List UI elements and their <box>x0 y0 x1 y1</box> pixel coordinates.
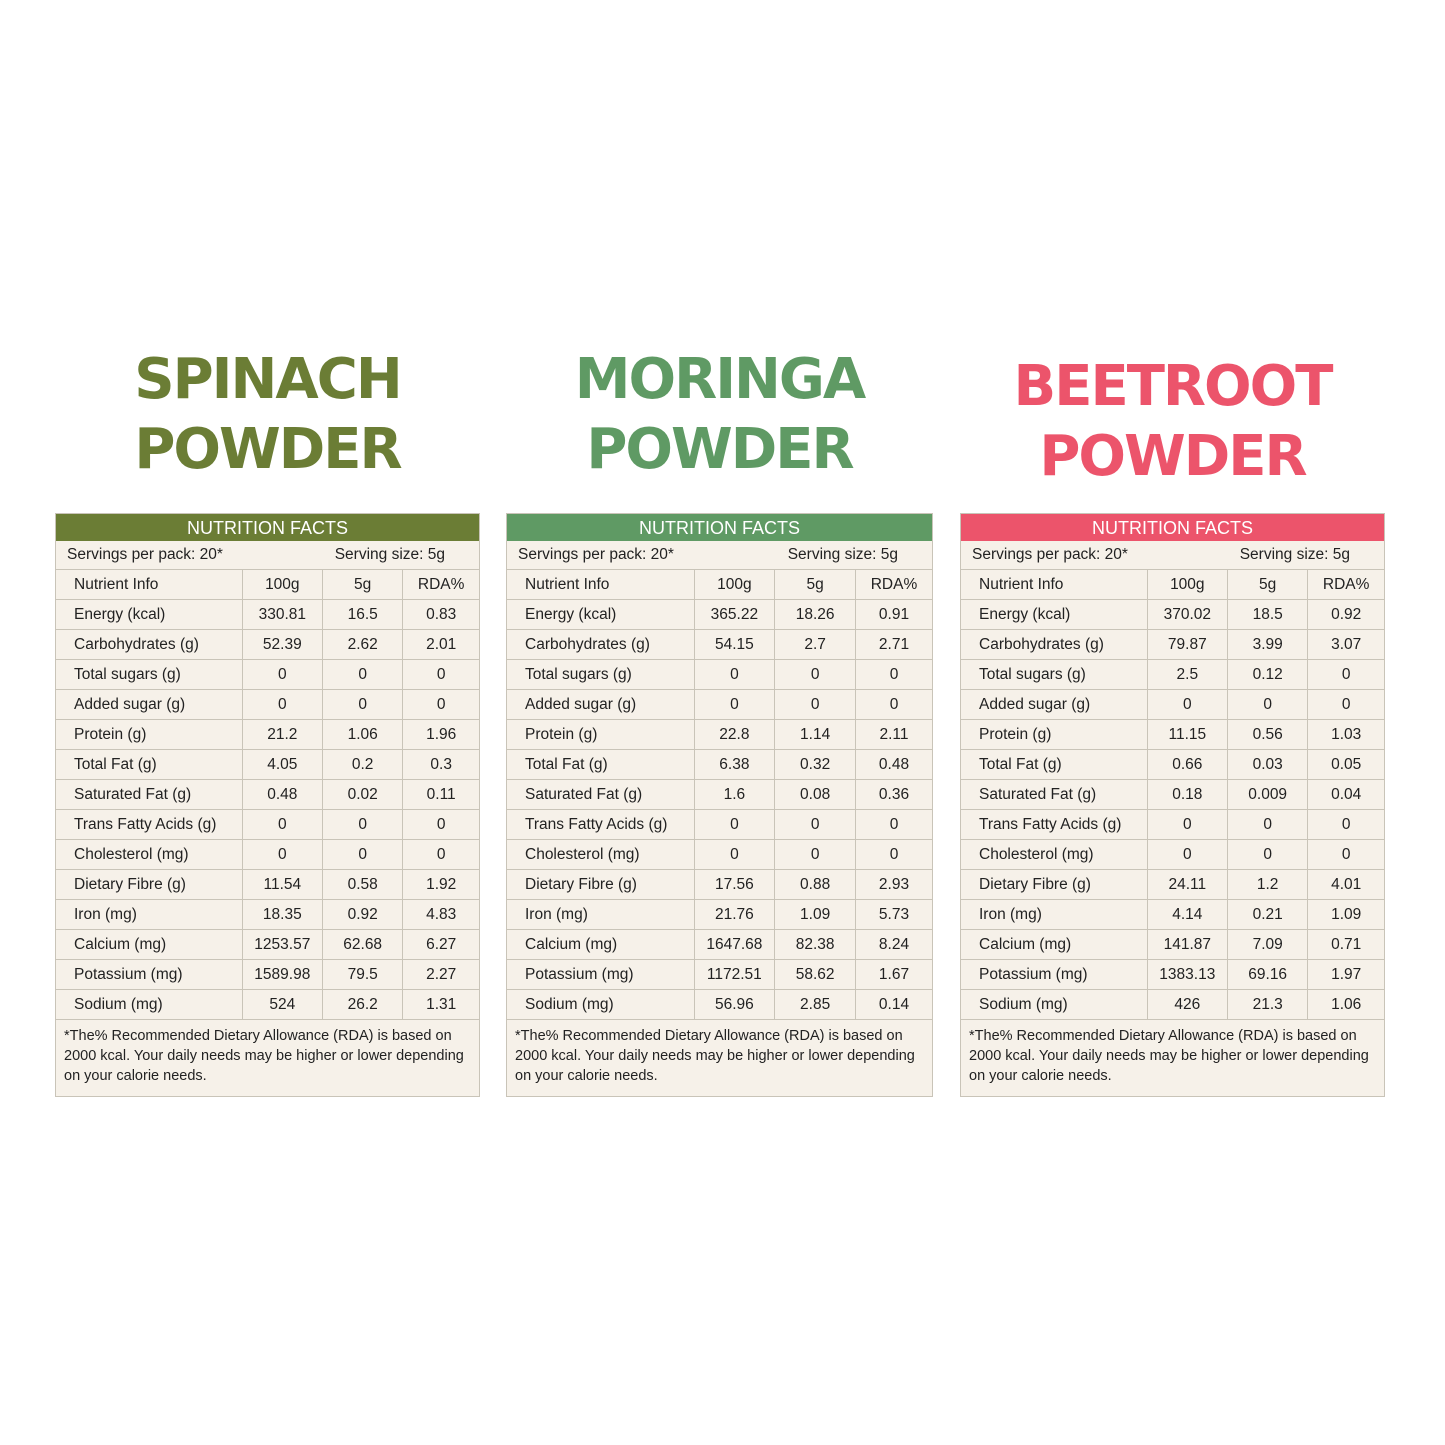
nutrient-value: 82.38 <box>775 930 856 960</box>
servings-per-pack: Servings per pack: 20* <box>518 546 674 563</box>
nutrient-name: Total sugars (g) <box>56 660 242 690</box>
nutrient-value: 1647.68 <box>694 930 775 960</box>
nutrient-value: 0 <box>694 840 775 870</box>
nutrient-value: 0 <box>775 690 856 720</box>
nutrient-value: 52.39 <box>242 630 322 660</box>
nutrient-name: Cholesterol (mg) <box>961 840 1147 870</box>
nutrient-value: 5.73 <box>856 900 933 930</box>
nutrient-name: Saturated Fat (g) <box>56 780 242 810</box>
nutrient-name: Sodium (mg) <box>507 990 694 1020</box>
nutrient-name: Saturated Fat (g) <box>507 780 694 810</box>
product-title-line1: SPINACH <box>134 347 401 412</box>
nutrient-name: Energy (kcal) <box>56 600 242 630</box>
nutrient-value: 0.48 <box>856 750 933 780</box>
nutrient-value: 1.06 <box>322 720 402 750</box>
servings-row <box>961 541 1384 569</box>
nutrient-value: 0 <box>1147 690 1227 720</box>
table-row <box>56 780 479 810</box>
table-row <box>56 960 479 990</box>
nutrient-value: 0.12 <box>1227 660 1307 690</box>
table-row <box>56 810 479 840</box>
nutrient-value: 0 <box>1308 840 1384 870</box>
table-row <box>507 930 932 960</box>
column-header: 5g <box>775 570 856 600</box>
table-row <box>56 930 479 960</box>
nutrient-name: Calcium (mg) <box>507 930 694 960</box>
table-row <box>961 900 1384 930</box>
nutrient-value: 370.02 <box>1147 600 1227 630</box>
nutrient-value: 0.66 <box>1147 750 1227 780</box>
nutrient-value: 0 <box>322 810 402 840</box>
column-header: RDA% <box>1308 570 1384 600</box>
nutrient-value: 16.5 <box>322 600 402 630</box>
nutrient-name: Calcium (mg) <box>961 930 1147 960</box>
servings-row <box>56 541 479 569</box>
nutrition-facts-header: NUTRITION FACTS <box>507 514 932 541</box>
nutrient-value: 0 <box>322 660 402 690</box>
nutrient-value: 0 <box>322 840 402 870</box>
nutrient-name: Potassium (mg) <box>961 960 1147 990</box>
nutrient-name: Trans Fatty Acids (g) <box>961 810 1147 840</box>
nutrient-value: 2.5 <box>1147 660 1227 690</box>
nutrient-name: Iron (mg) <box>507 900 694 930</box>
nutrient-value: 1.67 <box>856 960 933 990</box>
servings-per-pack: Servings per pack: 20* <box>67 546 223 563</box>
table-row <box>507 660 932 690</box>
nutrient-value: 26.2 <box>322 990 402 1020</box>
table-row <box>507 810 932 840</box>
nutrient-value: 7.09 <box>1227 930 1307 960</box>
table-row <box>56 660 479 690</box>
nutrient-value: 0 <box>1147 810 1227 840</box>
nutrient-value: 3.07 <box>1308 630 1384 660</box>
nutrient-value: 17.56 <box>694 870 775 900</box>
nutrient-value: 21.76 <box>694 900 775 930</box>
table-row <box>56 990 479 1020</box>
nutrient-value: 0.88 <box>775 870 856 900</box>
nutrient-value: 8.24 <box>856 930 933 960</box>
nutrient-value: 24.11 <box>1147 870 1227 900</box>
table-row <box>507 720 932 750</box>
nutrient-value: 0 <box>1308 660 1384 690</box>
table-row <box>56 900 479 930</box>
product-title-line1: MORINGA <box>574 347 865 412</box>
nutrient-name: Trans Fatty Acids (g) <box>56 810 242 840</box>
table-row <box>961 840 1384 870</box>
nutrient-value: 11.54 <box>242 870 322 900</box>
nutrient-value: 1.92 <box>403 870 479 900</box>
nutrient-value: 141.87 <box>1147 930 1227 960</box>
nutrient-value: 0 <box>694 690 775 720</box>
nutrient-value: 0 <box>856 840 933 870</box>
nutrient-value: 0 <box>775 840 856 870</box>
nutrient-name: Carbohydrates (g) <box>507 630 694 660</box>
nutrient-value: 2.01 <box>403 630 479 660</box>
nutrient-value: 2.71 <box>856 630 933 660</box>
nutrient-value: 0.08 <box>775 780 856 810</box>
column-header: Nutrient Info <box>507 570 694 600</box>
nutrient-value: 330.81 <box>242 600 322 630</box>
nutrient-value: 0.32 <box>775 750 856 780</box>
nutrient-value: 0 <box>1147 840 1227 870</box>
nutrient-value: 79.5 <box>322 960 402 990</box>
column-header: RDA% <box>856 570 933 600</box>
nutrient-value: 0.36 <box>856 780 933 810</box>
nutrient-value: 1.97 <box>1308 960 1384 990</box>
nutrient-name: Protein (g) <box>56 720 242 750</box>
nutrient-value: 1253.57 <box>242 930 322 960</box>
nutrient-name: Total Fat (g) <box>961 750 1147 780</box>
table-row <box>961 600 1384 630</box>
nutrition-facts-header: NUTRITION FACTS <box>961 514 1384 541</box>
column-header: 100g <box>1147 570 1227 600</box>
nutrient-value: 0 <box>856 810 933 840</box>
nutrient-value: 0.92 <box>322 900 402 930</box>
nutrient-value: 0.14 <box>856 990 933 1020</box>
column-header: 5g <box>322 570 402 600</box>
panel-spinach <box>55 345 480 1084</box>
nutrient-value: 0.04 <box>1308 780 1384 810</box>
table-row <box>961 810 1384 840</box>
nutrient-value: 0 <box>1227 690 1307 720</box>
table-row <box>961 720 1384 750</box>
product-title-line2: POWDER <box>586 417 853 482</box>
nutrient-name: Total sugars (g) <box>961 660 1147 690</box>
nutrient-value: 1172.51 <box>694 960 775 990</box>
nutrient-value: 0.71 <box>1308 930 1384 960</box>
nutrient-value: 18.26 <box>775 600 856 630</box>
nutrition-table <box>56 569 479 1019</box>
table-row <box>961 780 1384 810</box>
nutrient-value: 0 <box>403 660 479 690</box>
table-row <box>961 690 1384 720</box>
table-header-row <box>507 570 932 600</box>
nutrient-name: Cholesterol (mg) <box>507 840 694 870</box>
nutrient-name: Dietary Fibre (g) <box>56 870 242 900</box>
nutrient-value: 0.56 <box>1227 720 1307 750</box>
nutrient-value: 4.14 <box>1147 900 1227 930</box>
nutrient-value: 1.31 <box>403 990 479 1020</box>
column-header: RDA% <box>403 570 479 600</box>
table-row <box>961 930 1384 960</box>
table-row <box>961 870 1384 900</box>
nutrient-value: 3.99 <box>1227 630 1307 660</box>
nutrient-value: 1.03 <box>1308 720 1384 750</box>
table-row <box>507 960 932 990</box>
nutrient-value: 6.38 <box>694 750 775 780</box>
serving-size: Serving size: 5g <box>787 546 898 563</box>
serving-size: Serving size: 5g <box>334 546 445 563</box>
table-row <box>507 840 932 870</box>
nutrient-value: 1.14 <box>775 720 856 750</box>
serving-size: Serving size: 5g <box>1239 546 1350 563</box>
column-header: Nutrient Info <box>961 570 1147 600</box>
nutrient-name: Dietary Fibre (g) <box>961 870 1147 900</box>
nutrient-name: Energy (kcal) <box>507 600 694 630</box>
table-row <box>507 600 932 630</box>
nutrient-value: 0 <box>694 660 775 690</box>
product-title <box>506 345 933 495</box>
nutrient-value: 18.5 <box>1227 600 1307 630</box>
table-row <box>507 870 932 900</box>
nutrient-name: Total Fat (g) <box>56 750 242 780</box>
nutrient-value: 1383.13 <box>1147 960 1227 990</box>
nutrient-value: 2.85 <box>775 990 856 1020</box>
table-row <box>961 660 1384 690</box>
nutrient-value: 0.11 <box>403 780 479 810</box>
nutrient-value: 0 <box>856 690 933 720</box>
nutrient-value: 62.68 <box>322 930 402 960</box>
nutrient-value: 0.91 <box>856 600 933 630</box>
table-row <box>507 900 932 930</box>
nutrient-value: 0 <box>775 660 856 690</box>
table-row <box>961 990 1384 1020</box>
nutrient-value: 0.03 <box>1227 750 1307 780</box>
rda-footnote: *The% Recommended Dietary Allowance (RDA) is based on 2000 kcal. Your daily needs may be higher or lower depending on your calorie needs. <box>961 1019 1384 1096</box>
nutrient-name: Total sugars (g) <box>507 660 694 690</box>
table-row <box>56 600 479 630</box>
nutrient-value: 54.15 <box>694 630 775 660</box>
nutrient-value: 2.7 <box>775 630 856 660</box>
nutrient-value: 0 <box>1227 810 1307 840</box>
nutrient-name: Dietary Fibre (g) <box>507 870 694 900</box>
nutrient-value: 18.35 <box>242 900 322 930</box>
nutrient-value: 1.96 <box>403 720 479 750</box>
nutrient-value: 4.01 <box>1308 870 1384 900</box>
nutrient-name: Potassium (mg) <box>56 960 242 990</box>
nutrient-value: 0.58 <box>322 870 402 900</box>
table-row <box>961 630 1384 660</box>
nutrition-card <box>960 513 1385 1097</box>
nutrient-value: 0.2 <box>322 750 402 780</box>
nutrient-value: 1.06 <box>1308 990 1384 1020</box>
nutrient-value: 21.3 <box>1227 990 1307 1020</box>
table-row <box>56 630 479 660</box>
nutrition-facts-header: NUTRITION FACTS <box>56 514 479 541</box>
table-row <box>507 750 932 780</box>
nutrition-card <box>55 513 480 1097</box>
table-row <box>56 690 479 720</box>
table-row <box>507 780 932 810</box>
nutrient-value: 0.83 <box>403 600 479 630</box>
nutrient-value: 524 <box>242 990 322 1020</box>
nutrient-value: 0.009 <box>1227 780 1307 810</box>
product-title-line1: BEETROOT <box>1013 354 1332 419</box>
nutrient-name: Energy (kcal) <box>961 600 1147 630</box>
nutrient-value: 0 <box>775 810 856 840</box>
nutrient-name: Added sugar (g) <box>507 690 694 720</box>
table-row <box>56 750 479 780</box>
nutrient-name: Total Fat (g) <box>507 750 694 780</box>
nutrient-value: 1.2 <box>1227 870 1307 900</box>
nutrient-name: Iron (mg) <box>56 900 242 930</box>
nutrient-name: Sodium (mg) <box>961 990 1147 1020</box>
nutrient-name: Added sugar (g) <box>56 690 242 720</box>
panel-moringa <box>506 345 933 1084</box>
nutrient-name: Carbohydrates (g) <box>56 630 242 660</box>
nutrient-value: 0 <box>1308 690 1384 720</box>
table-row <box>507 990 932 1020</box>
nutrient-value: 4.83 <box>403 900 479 930</box>
nutrient-value: 0 <box>694 810 775 840</box>
table-header-row <box>56 570 479 600</box>
nutrient-value: 2.11 <box>856 720 933 750</box>
nutrient-value: 0 <box>403 840 479 870</box>
nutrient-value: 56.96 <box>694 990 775 1020</box>
nutrition-table <box>507 569 932 1019</box>
column-header: Nutrient Info <box>56 570 242 600</box>
nutrient-value: 0 <box>1227 840 1307 870</box>
column-header: 100g <box>694 570 775 600</box>
nutrient-value: 426 <box>1147 990 1227 1020</box>
table-row <box>507 690 932 720</box>
nutrient-value: 0 <box>403 810 479 840</box>
nutrient-value: 79.87 <box>1147 630 1227 660</box>
nutrient-value: 0 <box>322 690 402 720</box>
product-title-line2: POWDER <box>134 417 401 482</box>
servings-row <box>507 541 932 569</box>
nutrient-value: 0.92 <box>1308 600 1384 630</box>
nutrient-value: 21.2 <box>242 720 322 750</box>
nutrient-value: 365.22 <box>694 600 775 630</box>
nutrient-value: 0 <box>242 840 322 870</box>
table-row <box>507 630 932 660</box>
nutrient-value: 0.05 <box>1308 750 1384 780</box>
nutrient-value: 0.18 <box>1147 780 1227 810</box>
nutrient-value: 11.15 <box>1147 720 1227 750</box>
nutrient-value: 1.09 <box>775 900 856 930</box>
nutrient-value: 2.62 <box>322 630 402 660</box>
nutrient-name: Trans Fatty Acids (g) <box>507 810 694 840</box>
rda-footnote: *The% Recommended Dietary Allowance (RDA) is based on 2000 kcal. Your daily needs may be higher or lower depending on your calorie needs. <box>507 1019 932 1096</box>
nutrient-value: 1.6 <box>694 780 775 810</box>
nutrient-value: 58.62 <box>775 960 856 990</box>
table-header-row <box>961 570 1384 600</box>
nutrient-value: 1.09 <box>1308 900 1384 930</box>
table-row <box>56 870 479 900</box>
nutrition-card <box>506 513 933 1097</box>
nutrient-value: 1589.98 <box>242 960 322 990</box>
nutrient-value: 0 <box>403 690 479 720</box>
nutrient-value: 0.3 <box>403 750 479 780</box>
panel-beetroot <box>960 352 1385 1084</box>
rda-footnote: *The% Recommended Dietary Allowance (RDA) is based on 2000 kcal. Your daily needs may be higher or lower depending on your calorie needs. <box>56 1019 479 1096</box>
nutrient-value: 0 <box>242 660 322 690</box>
table-row <box>56 720 479 750</box>
nutrient-value: 22.8 <box>694 720 775 750</box>
table-row <box>56 840 479 870</box>
nutrient-value: 0 <box>242 690 322 720</box>
product-title <box>960 352 1385 502</box>
nutrient-value: 0.21 <box>1227 900 1307 930</box>
product-title-line2: POWDER <box>1039 424 1306 489</box>
nutrient-name: Carbohydrates (g) <box>961 630 1147 660</box>
nutrient-value: 0.48 <box>242 780 322 810</box>
nutrient-value: 0.02 <box>322 780 402 810</box>
nutrient-name: Protein (g) <box>961 720 1147 750</box>
nutrient-name: Iron (mg) <box>961 900 1147 930</box>
nutrient-name: Calcium (mg) <box>56 930 242 960</box>
nutrition-table <box>961 569 1384 1019</box>
nutrient-value: 69.16 <box>1227 960 1307 990</box>
servings-per-pack: Servings per pack: 20* <box>972 546 1128 563</box>
table-row <box>961 750 1384 780</box>
column-header: 5g <box>1227 570 1307 600</box>
table-row <box>961 960 1384 990</box>
nutrient-value: 6.27 <box>403 930 479 960</box>
nutrient-name: Sodium (mg) <box>56 990 242 1020</box>
nutrient-name: Protein (g) <box>507 720 694 750</box>
nutrient-value: 0 <box>856 660 933 690</box>
nutrient-value: 4.05 <box>242 750 322 780</box>
nutrient-name: Saturated Fat (g) <box>961 780 1147 810</box>
nutrient-value: 0 <box>1308 810 1384 840</box>
product-title <box>55 345 480 495</box>
nutrient-name: Added sugar (g) <box>961 690 1147 720</box>
nutrient-name: Cholesterol (mg) <box>56 840 242 870</box>
nutrient-name: Potassium (mg) <box>507 960 694 990</box>
column-header: 100g <box>242 570 322 600</box>
nutrient-value: 0 <box>242 810 322 840</box>
nutrient-value: 2.27 <box>403 960 479 990</box>
nutrient-value: 2.93 <box>856 870 933 900</box>
